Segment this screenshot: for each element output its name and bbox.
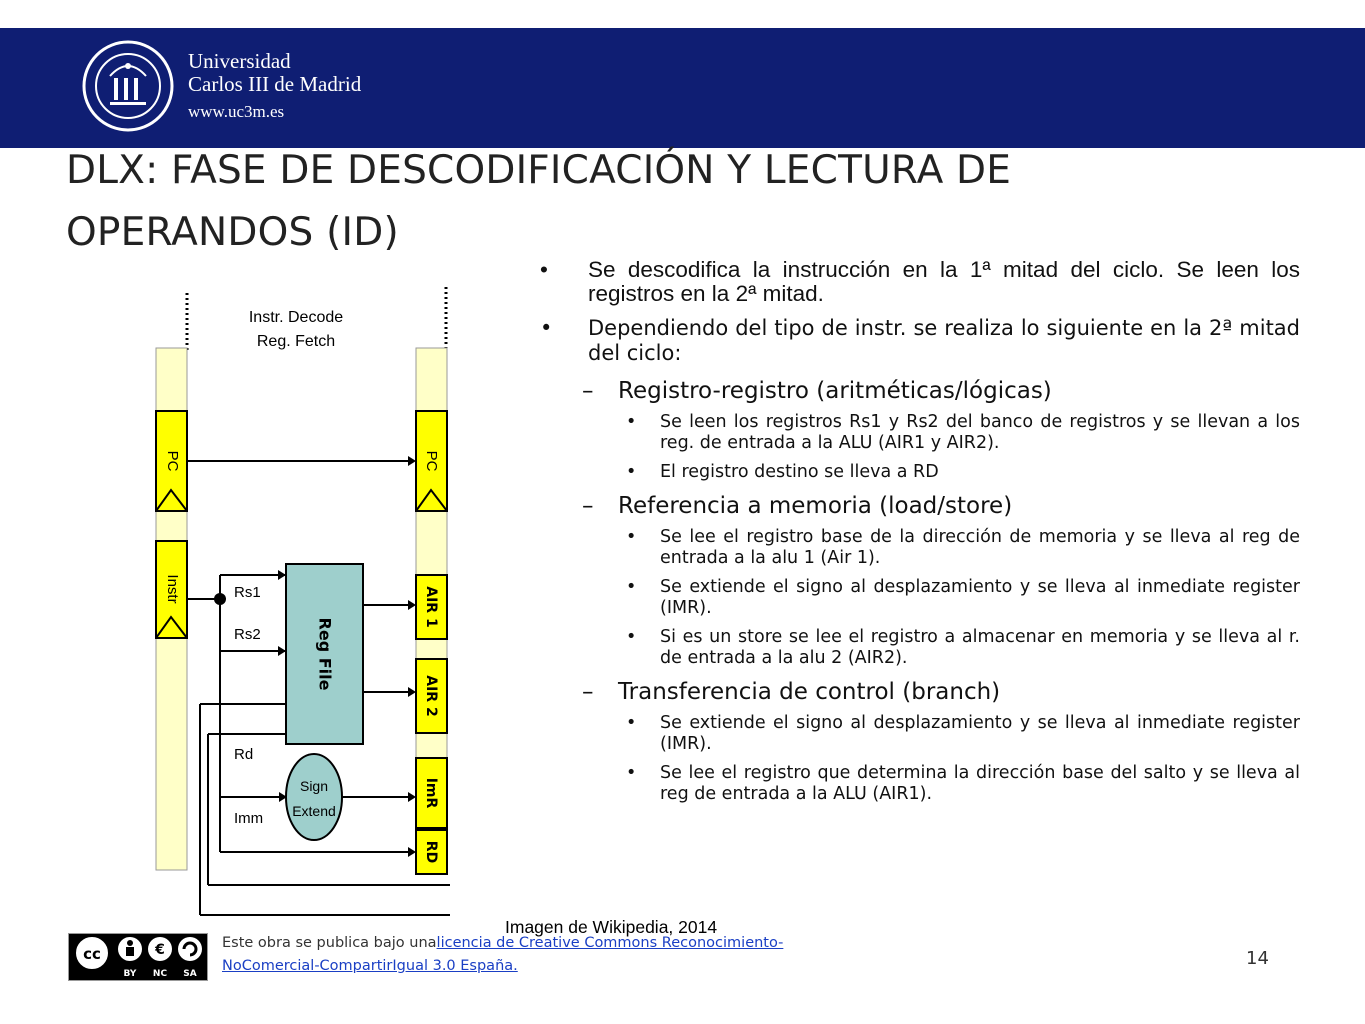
rd-label: Rd	[234, 746, 254, 763]
bullet-decode	[540, 258, 1300, 306]
pc-forward-arrowhead	[408, 456, 416, 466]
svg-text:cc: cc	[83, 945, 101, 963]
list-item	[540, 462, 1300, 483]
imr-arrowhead	[408, 792, 416, 802]
subheading-text: Registro-registro (aritméticas/lógicas)	[618, 378, 1052, 404]
bullet-dot-icon: •	[626, 713, 637, 733]
stage-label-line2: Reg. Fetch	[256, 333, 336, 350]
slide-content	[540, 258, 1300, 813]
rs2-arrowhead	[278, 646, 286, 656]
list-item	[540, 412, 1300, 454]
bullet-dot-icon: •	[626, 527, 637, 547]
list-item-text: Se lee el registro base de la dirección de memoria y se lleva al reg de entrada a la alu 1 (Air 1).	[660, 527, 1300, 568]
rs1-arrowhead	[278, 570, 286, 580]
svg-text:€: €	[155, 942, 165, 958]
imm-label: Imm	[234, 810, 264, 827]
dlx-id-stage-diagram	[150, 285, 460, 925]
imr-label: ImR	[423, 777, 439, 809]
air1-label: AIR 1	[423, 586, 439, 628]
slide-title-line2: OPERANDOS (ID)	[66, 210, 399, 255]
cc-nc-label: NC	[152, 969, 168, 979]
license-link-line2: NoComercial-CompartirIgual 3.0 España.	[222, 958, 518, 974]
sign-extend-unit	[286, 754, 342, 840]
rd-register-label: RD	[423, 840, 439, 864]
dash-bullet-icon: –	[582, 378, 594, 404]
creative-commons-badge[interactable]	[68, 933, 208, 981]
list-item	[540, 713, 1300, 755]
license-link-line1: licencia de Creative Commons Reconocimiento-	[436, 935, 784, 951]
page-number: 14	[1246, 948, 1269, 969]
list-item-text: Si es un store se lee el registro a almacenar en memoria y se lleva al r. de entrada a la alu 2 (AIR2).	[660, 627, 1300, 668]
bullet-dot-icon: •	[626, 412, 637, 432]
bullet-dot-icon: •	[626, 627, 637, 647]
instr-label: Instr	[164, 574, 182, 604]
cc-by-label: BY	[123, 969, 137, 979]
university-name-line1: Universidad	[188, 49, 291, 73]
bullet-dot-icon: •	[540, 257, 548, 282]
slide-title-line1: DLX: FASE DE DESCODIFICACIÓN Y LECTURA DE	[66, 148, 1012, 193]
subheading-text: Transferencia de control (branch)	[618, 679, 1001, 705]
license-prefix: Este obra se publica bajo una	[222, 935, 437, 951]
subheading-register-register	[540, 376, 1300, 406]
bullet-dot-icon: •	[626, 577, 637, 597]
bullet-depending-text: Dependiendo del tipo de instr. se realiza lo siguiente en la 2ª mitad del ciclo:	[588, 316, 1300, 365]
register-file-label: Reg File	[315, 617, 335, 691]
pc-left-label: PC	[164, 450, 182, 472]
university-website[interactable]: www.uc3m.es	[188, 102, 285, 121]
university-name	[188, 50, 361, 96]
dash-bullet-icon: –	[582, 493, 594, 519]
subheading-control-transfer	[540, 677, 1300, 707]
bullet-dot-icon: •	[540, 316, 553, 340]
sign-extend-label-line1: Sign	[299, 778, 329, 794]
slide-title	[66, 140, 1266, 264]
cc-sa-label: SA	[183, 969, 197, 979]
list-item	[540, 627, 1300, 669]
air2-arrowhead	[408, 687, 416, 697]
air2-label: AIR 2	[423, 675, 439, 717]
university-name-line2: Carlos III de Madrid	[188, 72, 362, 96]
list-item-text: El registro destino se lleva a RD	[660, 462, 939, 482]
bullet-depending	[540, 316, 1300, 366]
rs1-label: Rs1	[234, 584, 261, 601]
list-item	[540, 527, 1300, 569]
university-header	[0, 28, 1365, 148]
list-item	[540, 763, 1300, 805]
list-item-text: Se lee el registro que determina la dirección base del salto y se lleva al reg de entrada a la ALU (AIR1).	[660, 763, 1300, 804]
list-item-text: Se leen los registros Rs1 y Rs2 del banco de registros y se llevan a los reg. de entrada a la ALU (AIR1 y AIR2).	[660, 412, 1300, 453]
stage-label-line1: Instr. Decode	[248, 309, 344, 326]
dash-bullet-icon: –	[582, 679, 594, 705]
sharealike-icon	[178, 937, 202, 961]
bullet-decode-text: Se descodifica la instrucción en la 1ª mitad del ciclo. Se leen los registros en la 2ª mitad.	[588, 257, 1300, 306]
license-notice	[222, 932, 982, 978]
list-item	[540, 577, 1300, 619]
rs2-label: Rs2	[234, 626, 261, 643]
subheading-text: Referencia a memoria (load/store)	[618, 493, 1013, 519]
subheading-memory-reference	[540, 491, 1300, 521]
air1-arrowhead	[408, 600, 416, 610]
bullet-dot-icon: •	[626, 462, 637, 482]
pc-right-label: PC	[423, 450, 441, 472]
image-credit: Imagen de Wikipedia, 2014	[505, 917, 718, 937]
bullet-dot-icon: •	[626, 763, 637, 783]
sign-extend-label-line2: Extend	[292, 803, 336, 819]
list-item-text: Se extiende el signo al desplazamiento y se lleva al inmediate register (IMR).	[660, 577, 1300, 618]
university-seal-logo	[80, 36, 176, 136]
list-item-text: Se extiende el signo al desplazamiento y se lleva al inmediate register (IMR).	[660, 713, 1300, 754]
rd-arrowhead	[408, 847, 416, 857]
